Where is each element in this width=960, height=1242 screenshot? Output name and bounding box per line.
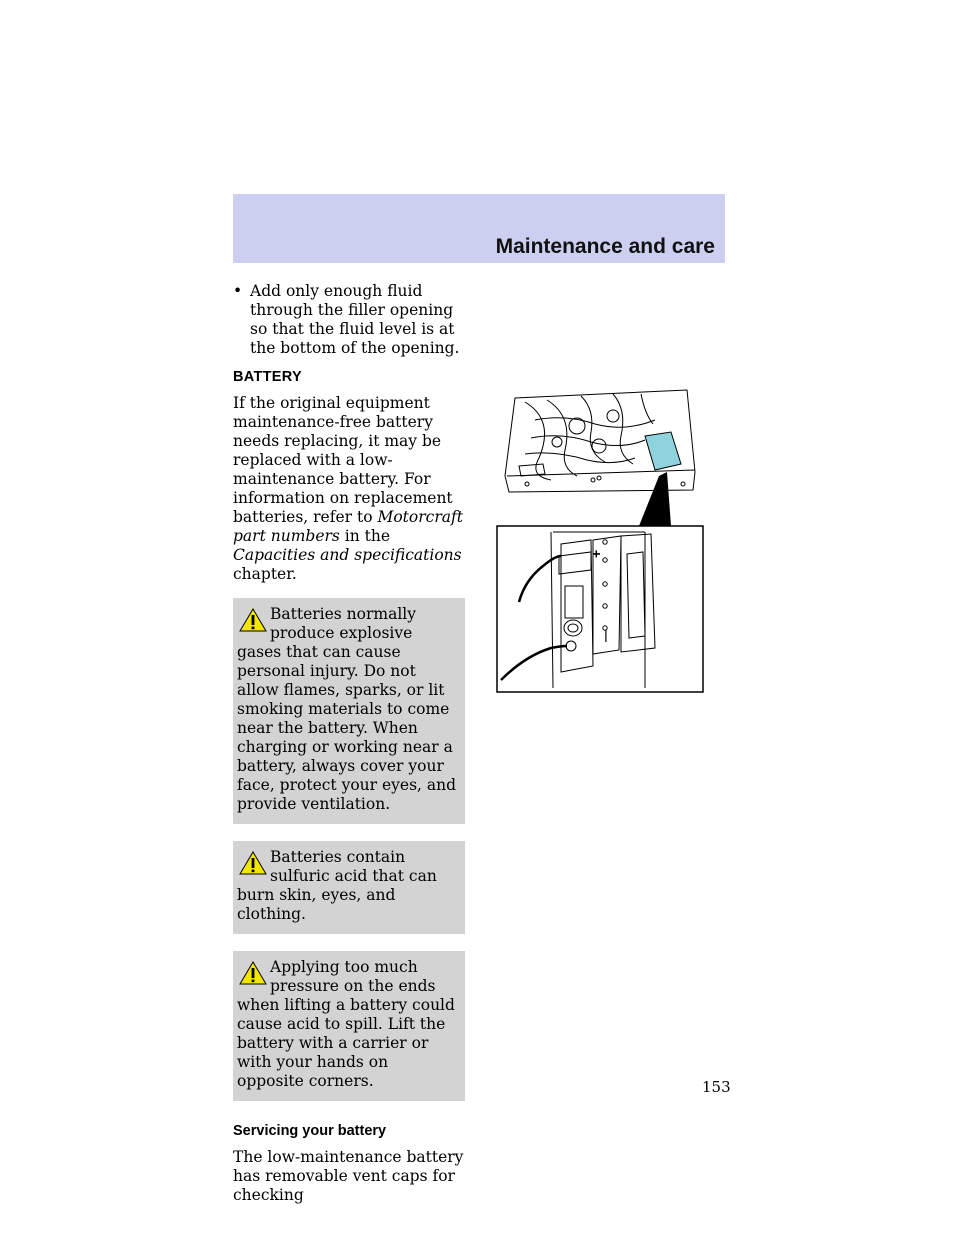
ref-motorcraft: Motorcraft part numbers — [233, 508, 463, 545]
text-column — [233, 282, 465, 1205]
warning-icon — [239, 608, 267, 632]
warning-box — [233, 598, 465, 824]
warning-box — [233, 841, 465, 934]
intro-part-2: in the — [339, 527, 391, 545]
bullet-text: Add only enough fluid through the filler opening so that the fluid level is at the bottom of the opening. — [250, 282, 460, 357]
warning-text: Batteries contain sulfuric acid that can burn skin, eyes, and clothing. — [237, 848, 437, 923]
ref-capacities: Capacities and specifications — [233, 546, 462, 564]
warning-text: Applying too much pressure on the ends when lifting a battery could cause acid to spill. Lift the battery with a carrier or with your hands on opposite corners. — [237, 958, 455, 1090]
warning-icon — [239, 851, 267, 875]
battery-heading: BATTERY — [233, 369, 302, 385]
warning-icon — [239, 961, 267, 985]
section-title: Maintenance and care — [495, 235, 715, 258]
servicing-text: The low-maintenance battery has removable vent caps for checking — [233, 1148, 464, 1204]
battery-intro — [233, 394, 465, 584]
negative-terminal-sign: — — [598, 630, 612, 642]
bullet-mark: • — [233, 282, 243, 300]
page-number: 153 — [702, 1078, 731, 1096]
warning-box — [233, 951, 465, 1101]
battery-location-illustration — [495, 380, 707, 694]
servicing-heading: Servicing your battery — [233, 1123, 387, 1139]
positive-terminal-sign: + — [588, 549, 604, 558]
intro-part-1: If the original equipment maintenance-free battery needs replacing, it may be replaced with a low-maintenance battery. For information on replacement batteries, refer to — [233, 394, 453, 526]
bullet-item — [233, 282, 465, 358]
intro-part-3: chapter. — [233, 565, 297, 583]
warning-text: Batteries normally produce explosive gases that can cause personal injury. Do not allow flames, sparks, or lit smoking materials to come near the battery. When charging or working near a battery, always cover your face, protect your eyes, and provide ventilation. — [237, 605, 457, 813]
header-band — [233, 194, 725, 263]
